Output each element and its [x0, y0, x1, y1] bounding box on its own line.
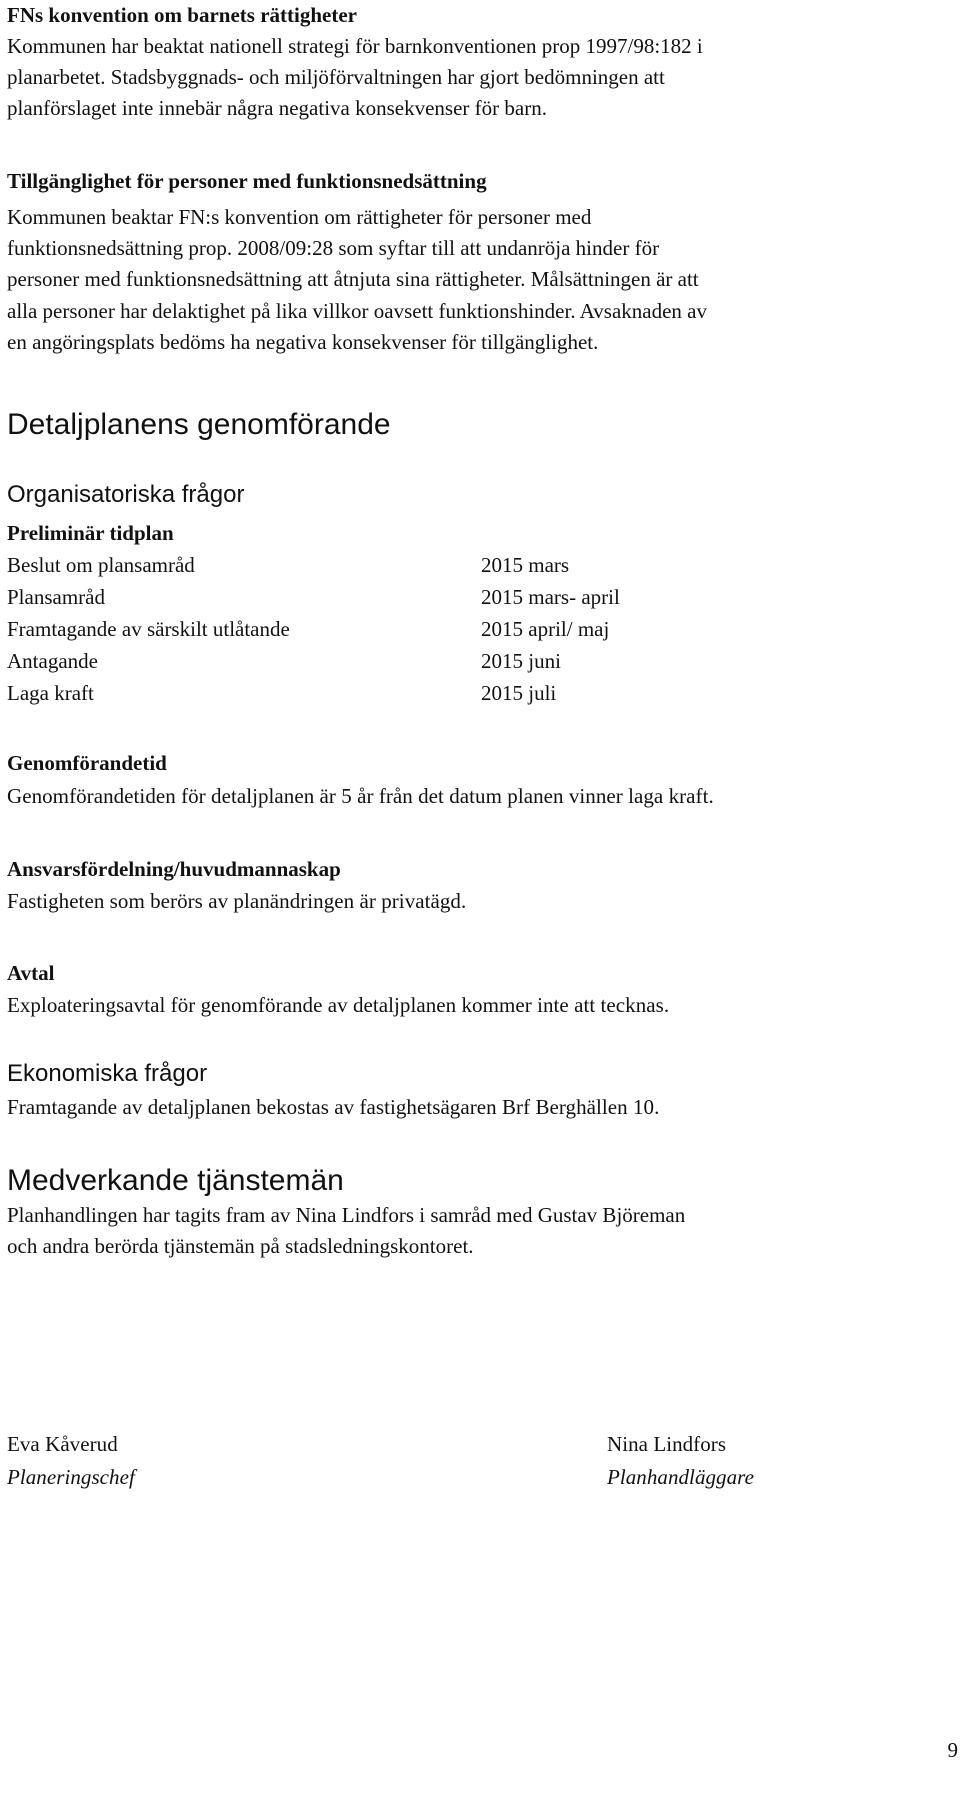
paragraph-tillganglighet: [7, 202, 955, 358]
paragraph-medverkande: [7, 1200, 955, 1262]
heading-medverkande: Medverkande tjänstemän: [7, 1164, 344, 1197]
text-line: Kommunen har beaktat nationell strategi för barnkonventionen prop 1997/98:182 i: [7, 34, 703, 58]
heading-ansvarsfordelning: Ansvarsfördelning/huvudmannaskap: [7, 857, 341, 881]
text-line: Planhandlingen har tagits fram av Nina Lindfors i samråd med Gustav Björeman: [7, 1203, 686, 1227]
schedule-label: Framtagande av särskilt utlåtande: [7, 617, 290, 641]
signature-name: Nina Lindfors: [607, 1432, 727, 1456]
signature-title: Planhandläggare: [607, 1465, 754, 1489]
schedule-date: 2015 april/ maj: [481, 617, 610, 641]
schedule-date: 2015 mars- april: [481, 585, 620, 609]
text-line: personer med funktionsnedsättning att åtnjuta sina rättigheter. Målsättningen är att: [7, 267, 699, 292]
text-ansvarsfordelning: Fastigheten som berörs av planändringen är privatägd.: [7, 889, 467, 913]
heading-genomforandetid: Genomförandetid: [7, 751, 167, 775]
section-heading-tillganglighet: Tillgänglighet för personer med funktionsnedsättning: [7, 169, 487, 193]
page-number: 9: [947, 1738, 958, 1762]
schedule-label: Beslut om plansamråd: [7, 553, 195, 577]
text-line: en angöringsplats bedöms ha negativa konsekvenser för tillgänglighet.: [7, 329, 599, 354]
subheading-ekonomiska: Ekonomiska frågor: [7, 1060, 208, 1087]
signature-name: Eva Kåverud: [7, 1432, 118, 1456]
schedule-date: 2015 mars: [481, 553, 570, 577]
signature-title: Planeringschef: [7, 1465, 135, 1489]
heading-tidplan: Preliminär tidplan: [7, 521, 174, 545]
text-avtal: Exploateringsavtal för genomförande av detaljplanen kommer inte att tecknas.: [7, 993, 670, 1017]
subheading-organisatoriska: Organisatoriska frågor: [7, 481, 245, 508]
schedule-date: 2015 juli: [481, 681, 557, 705]
section-heading-barnkonvention: FNs konvention om barnets rättigheter: [7, 3, 357, 27]
schedule-label: Laga kraft: [7, 681, 94, 705]
text-line: planarbetet. Stadsbyggnads- och miljöförvaltningen har gjort bedömningen att: [7, 65, 665, 90]
page-title: Detaljplanens genomförande: [7, 408, 391, 441]
schedule-label: Plansamråd: [7, 585, 105, 609]
paragraph-barnkonvention: [7, 31, 955, 125]
text-genomforandetid: Genomförandetiden för detaljplanen är 5 år från det datum planen vinner laga kraft.: [7, 784, 714, 808]
text-line: alla personer har delaktighet på lika villkor oavsett funktionshinder. Avsaknaden av: [7, 298, 707, 323]
text-line: planförslaget inte innebär några negativa konsekvenser för barn.: [7, 96, 547, 121]
schedule-date: 2015 juni: [481, 649, 561, 673]
heading-avtal: Avtal: [7, 961, 55, 985]
text-line: funktionsnedsättning prop. 2008/09:28 som syftar till att undanröja hinder för: [7, 236, 660, 261]
text-line: och andra berörda tjänstemän på stadsledningskontoret.: [7, 1234, 474, 1259]
text-line: Kommunen beaktar FN:s konvention om rättigheter för personer med: [7, 205, 592, 229]
schedule-label: Antagande: [7, 649, 98, 673]
text-ekonomiska: Framtagande av detaljplanen bekostas av fastighetsägaren Brf Berghällen 10.: [7, 1095, 660, 1119]
